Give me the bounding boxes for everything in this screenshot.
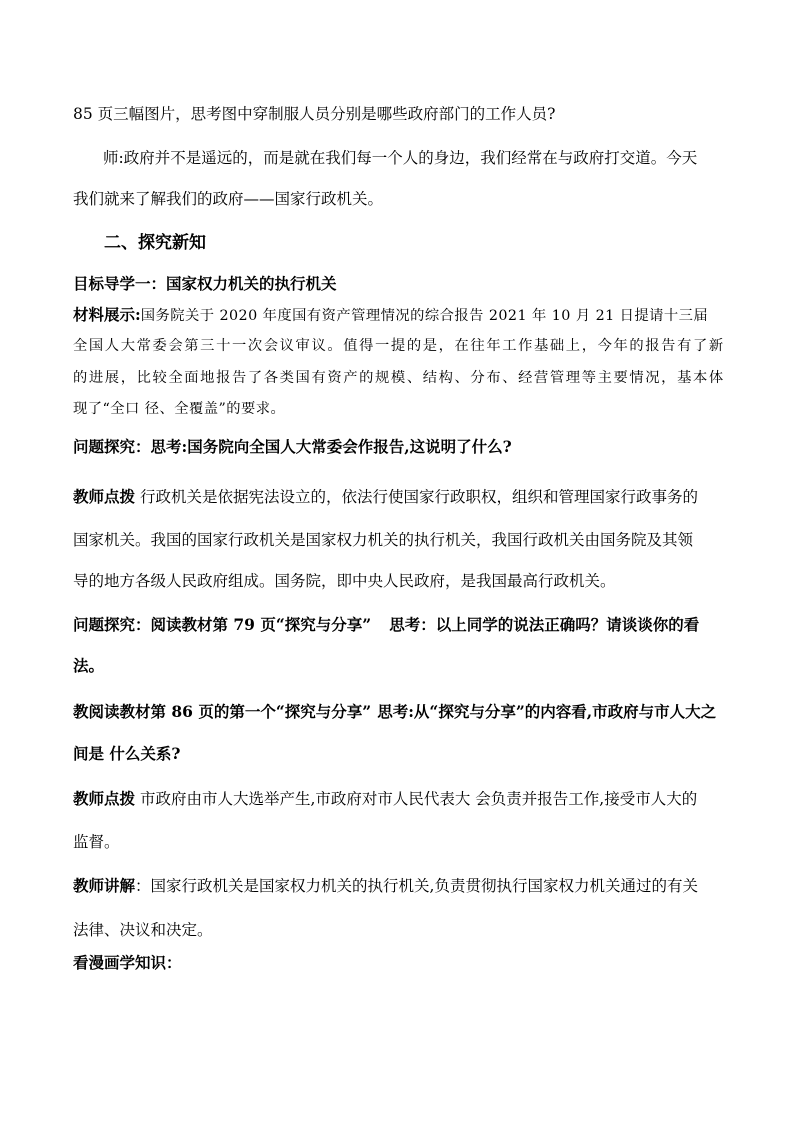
question-2-part-b: 思考：以上同学的说法正确吗？请谈谈你的看 — [389, 615, 700, 634]
material-line-2: 全国人大常委会第三十一次会议审议。值得一提的是，在往年工作基础上，今年的报告有了新 — [73, 338, 725, 354]
reading-task-line-1 — [73, 702, 716, 722]
reading-task-part-a: 教阅读教材第 86 页的第一个“探究与分享” — [73, 702, 372, 721]
teacher-explain-label: 教师讲解 — [73, 876, 136, 895]
teacher-point-2-line-1 — [73, 789, 697, 809]
question-2-line-1 — [73, 615, 699, 635]
intro-line: 85 页三幅图片，思考图中穿制服人员分别是哪些政府部门的工作人员? — [73, 105, 556, 123]
reading-task-line-2: 间是 什么关系? — [73, 744, 181, 763]
teacher-point-2-label: 教师点拨 — [73, 789, 136, 808]
teacher-point-2-text-1: 市政府由市人大选举产生,市政府对市人民代表大 会负责并报告工作,接受市人大的 — [135, 790, 698, 808]
reading-task-part-b: 思考:从“探究与分享”的内容看,市政府与市人大之 — [377, 702, 717, 721]
question-2-part-a: 问题探究：阅读教材第 79 页“探究与分享” — [73, 615, 372, 634]
material-text-1: 国务院关于 2020 年度国有资产管理情况的综合报告 2021 年 10 月 21 日提请十三届 — [140, 308, 709, 324]
teacher-point-1-text-1: 行政机关是依据宪法设立的，依法行使国家行政职权，组织和管理国家行政事务的 — [135, 488, 698, 506]
teacher-point-1-line-2: 国家机关。我国的国家行政机关是国家权力机关的执行机关，我国行政机关由国务院及其领 — [73, 531, 694, 549]
teacher-speech-line-1: 师:政府并不是遥远的，而是就在我们每一个人的身边，我们经常在与政府打交道。今天 — [103, 149, 698, 167]
teacher-point-2-line-2: 监督。 — [73, 833, 120, 851]
teacher-point-1-line-1 — [73, 487, 698, 507]
question-1: 问题探究：思考:国务院向全国人大常委会作报告,这说明了什么? — [73, 437, 512, 456]
material-line-4: 现了“全口 径、全覆盖”的要求。 — [73, 401, 286, 417]
teacher-point-1-line-3: 导的地方各级人民政府组成。国务院，即中央人民政府，是我国最高行政机关。 — [73, 572, 616, 590]
teacher-explain-line-1 — [73, 876, 698, 896]
teacher-speech-line-2: 我们就来了解我们的政府——国家行政机关。 — [73, 190, 384, 208]
question-2-line-2: 法。 — [73, 656, 105, 675]
teacher-explain-line-2: 法律、决议和决定。 — [73, 921, 213, 939]
material-label: 材料展示: — [73, 305, 141, 324]
section-heading: 二、探究新知 — [104, 233, 206, 253]
material-line-3: 的进展，比较全面地报告了各类国有资产的规模、结构、分布、经营管理等主要情况，基本体 — [73, 370, 725, 386]
teacher-point-1-label: 教师点拨 — [73, 487, 136, 506]
comic-heading: 看漫画学知识： — [73, 953, 182, 972]
goal-heading: 目标导学一：国家权力机关的执行机关 — [73, 274, 337, 293]
material-line-1 — [73, 305, 708, 326]
teacher-explain-text-1: ：国家行政机关是国家权力机关的执行机关,负责贯彻执行国家权力机关通过的有关 — [135, 877, 698, 895]
